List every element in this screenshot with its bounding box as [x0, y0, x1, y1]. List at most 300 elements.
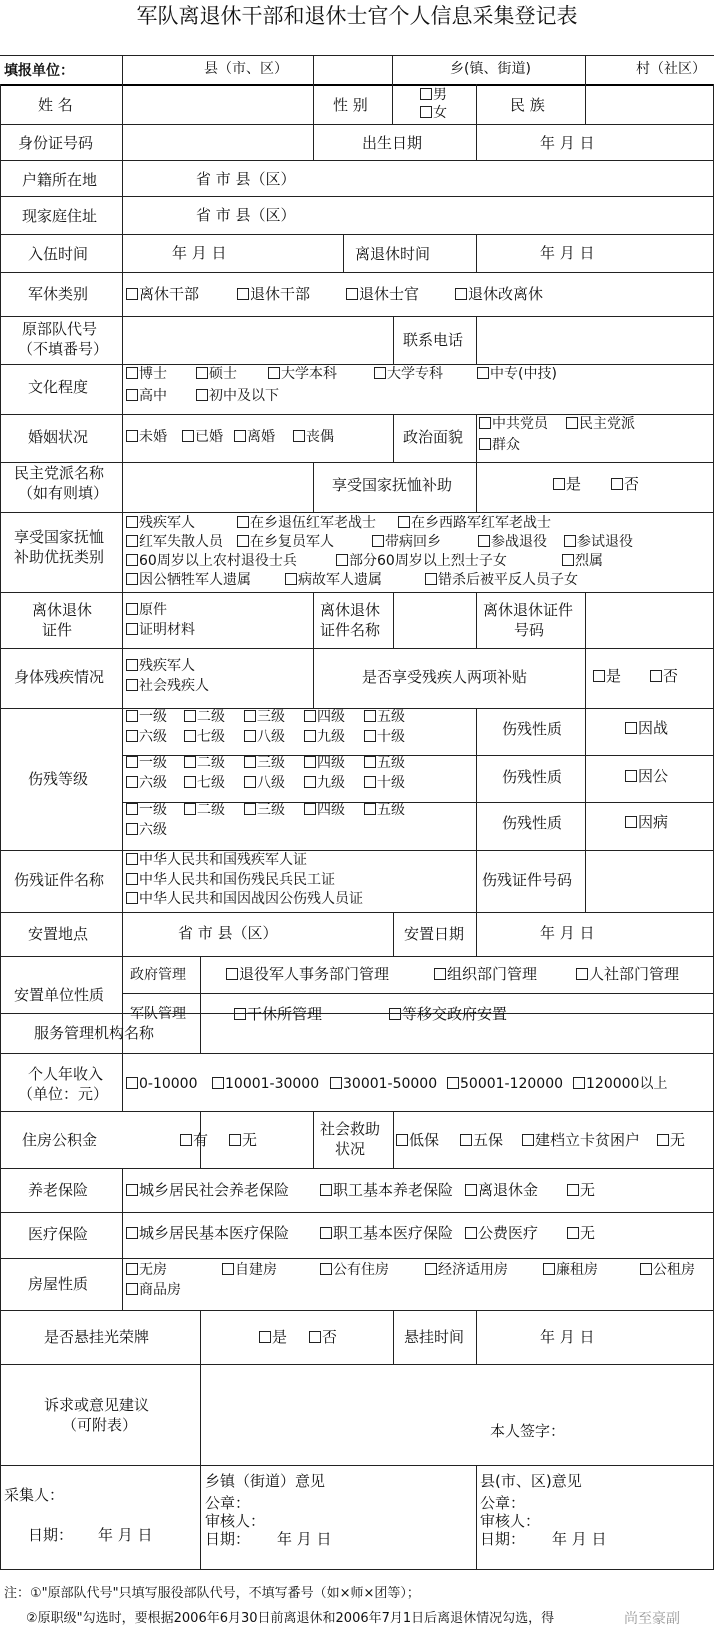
v-rule	[122, 55, 123, 84]
category-checkbox[interactable]	[398, 516, 410, 528]
social-aid-option[interactable]	[460, 1133, 503, 1148]
dcert-option-2-checkbox[interactable]	[126, 873, 138, 885]
category-checkbox[interactable]	[237, 535, 249, 547]
pension-option[interactable]	[320, 1183, 453, 1198]
party-name-note: （如有则填）	[18, 484, 109, 502]
placement-date-label: 安置日期	[404, 925, 465, 943]
level-checkbox[interactable]	[304, 730, 316, 742]
category-checkbox[interactable]	[126, 554, 138, 566]
retire-type-option[interactable]	[237, 287, 310, 302]
housing-option[interactable]	[640, 1263, 695, 1277]
category-checkbox[interactable]	[425, 573, 437, 585]
category-checkbox[interactable]	[237, 516, 249, 528]
hr-dept-option[interactable]	[576, 967, 679, 982]
v-rule	[393, 592, 394, 648]
sanatorium-option[interactable]	[234, 1007, 322, 1022]
level-option-label: 八级	[257, 729, 285, 745]
marriage-checkbox[interactable]	[234, 430, 246, 442]
female-checkbox[interactable]	[420, 106, 432, 118]
level-option[interactable]	[304, 730, 345, 744]
level-option-label: 五级	[377, 802, 405, 818]
nature-battle-option[interactable]	[625, 721, 668, 736]
level-option[interactable]	[244, 803, 285, 817]
housing-option[interactable]	[320, 1263, 389, 1277]
social-aid-option-label: 无	[670, 1131, 686, 1149]
cert-proof-option[interactable]	[126, 623, 195, 637]
level-checkbox[interactable]	[126, 756, 138, 768]
medical-checkbox[interactable]	[465, 1227, 477, 1239]
huji-label: 户籍所在地	[22, 171, 98, 189]
h-rule	[0, 648, 714, 649]
retire-type-checkbox[interactable]	[126, 288, 138, 300]
dcert-option-2[interactable]	[126, 873, 335, 887]
nature-duty-option[interactable]	[625, 769, 668, 784]
sanatorium-checkbox[interactable]	[234, 1008, 246, 1020]
category-checkbox[interactable]	[562, 554, 574, 566]
education-checkbox[interactable]	[477, 367, 489, 379]
housing-option[interactable]	[126, 1263, 167, 1277]
marriage-checkbox[interactable]	[293, 430, 305, 442]
education-option[interactable]	[126, 389, 167, 403]
retire-type-checkbox[interactable]	[346, 288, 358, 300]
social-aid-label-2: 状况	[335, 1140, 366, 1158]
retire-type-checkbox[interactable]	[455, 288, 467, 300]
education-checkbox[interactable]	[126, 367, 138, 379]
signature-label: 本人签字：	[490, 1422, 566, 1440]
pension-option[interactable]	[126, 1183, 289, 1198]
medical-checkbox[interactable]	[126, 1227, 138, 1239]
level-option[interactable]	[126, 776, 167, 790]
education-checkbox[interactable]	[196, 389, 208, 401]
pension-option-label: 离退休金	[478, 1181, 539, 1199]
housing-option[interactable]	[222, 1263, 277, 1277]
cert-proof-option-label: 证明材料	[139, 622, 195, 638]
category-option[interactable]	[564, 535, 633, 549]
disabled-soldier-checkbox[interactable]	[126, 659, 138, 671]
level-option-label: 四级	[317, 802, 345, 818]
level-checkbox[interactable]	[304, 710, 316, 722]
medical-option[interactable]	[320, 1226, 453, 1241]
h-rule	[0, 912, 714, 913]
level-option-label: 一级	[139, 802, 167, 818]
hr-dept-checkbox[interactable]	[576, 968, 588, 980]
v-rule	[585, 84, 586, 124]
honor-no-option[interactable]	[309, 1330, 337, 1345]
retire-type-option[interactable]	[126, 287, 199, 302]
level-checkbox[interactable]	[184, 803, 196, 815]
level-option[interactable]	[126, 823, 167, 837]
disability-subsidy-yes-checkbox[interactable]	[593, 670, 605, 682]
education-option[interactable]	[196, 389, 279, 403]
income-option-label: 30001-50000	[343, 1076, 438, 1092]
retire-type-checkbox[interactable]	[237, 288, 249, 300]
politics-checkbox[interactable]	[479, 417, 491, 429]
social-aid-checkbox[interactable]	[522, 1134, 534, 1146]
subsidy-no-option[interactable]	[611, 477, 639, 492]
housing-checkbox[interactable]	[543, 1263, 555, 1275]
level-checkbox[interactable]	[184, 756, 196, 768]
education-checkbox[interactable]	[126, 389, 138, 401]
category-option[interactable]	[562, 554, 603, 568]
medical-option[interactable]	[567, 1226, 595, 1241]
category-option[interactable]	[237, 516, 376, 530]
level-option[interactable]	[184, 730, 225, 744]
level-option[interactable]	[304, 776, 345, 790]
level-option[interactable]	[184, 776, 225, 790]
level-checkbox[interactable]	[184, 776, 196, 788]
category-checkbox[interactable]	[126, 535, 138, 547]
level-checkbox[interactable]	[126, 803, 138, 815]
h-rule	[0, 1013, 122, 1014]
level-checkbox[interactable]	[364, 730, 376, 742]
income-option[interactable]	[212, 1077, 319, 1091]
social-aid-option[interactable]	[522, 1133, 640, 1148]
hr-dept-option-label: 人社部门管理	[589, 965, 680, 983]
housing-checkbox[interactable]	[425, 1263, 437, 1275]
politics-checkbox[interactable]	[479, 438, 491, 450]
level-checkbox[interactable]	[364, 756, 376, 768]
v-rule	[200, 1013, 201, 1053]
level-option[interactable]	[244, 730, 285, 744]
level-option-label: 一级	[139, 709, 167, 725]
sanatorium-option-label: 干休所管理	[247, 1005, 323, 1023]
level-option-label: 三级	[257, 802, 285, 818]
subsidy-yes-checkbox[interactable]	[553, 478, 565, 490]
v-rule	[122, 462, 123, 512]
level-option[interactable]	[126, 730, 167, 744]
nature-illness-option[interactable]	[625, 815, 668, 830]
disability-subsidy-no-checkbox[interactable]	[650, 670, 662, 682]
marriage-option[interactable]	[182, 430, 223, 444]
level-option-label: 二级	[197, 802, 225, 818]
level-option[interactable]	[304, 803, 345, 817]
nature-duty-option-label: 因公	[638, 767, 669, 785]
level-option-label: 六级	[139, 822, 167, 838]
female-option[interactable]	[420, 106, 447, 120]
category-checkbox[interactable]	[336, 554, 348, 566]
level-option[interactable]	[364, 730, 405, 744]
org-dept-option[interactable]	[434, 967, 537, 982]
fund-no-checkbox[interactable]	[229, 1134, 241, 1146]
marriage-option-label: 未婚	[139, 429, 167, 445]
org-dept-checkbox[interactable]	[434, 968, 446, 980]
cert-proof-checkbox[interactable]	[126, 623, 138, 635]
level-checkbox[interactable]	[126, 730, 138, 742]
social-aid-checkbox[interactable]	[396, 1134, 408, 1146]
social-aid-option-label: 五保	[473, 1131, 504, 1149]
v-rule	[585, 648, 586, 708]
income-option[interactable]	[330, 1077, 437, 1091]
marriage-checkbox[interactable]	[126, 430, 138, 442]
pension-checkbox[interactable]	[126, 1184, 138, 1196]
level-option-label: 八级	[257, 775, 285, 791]
category-checkbox[interactable]	[126, 516, 138, 528]
politics-option[interactable]	[479, 417, 548, 431]
fund-yes-checkbox[interactable]	[180, 1134, 192, 1146]
education-option-label: 初中及以下	[209, 388, 279, 404]
level-option-label: 五级	[377, 709, 405, 725]
level-checkbox[interactable]	[184, 730, 196, 742]
level-option[interactable]	[184, 803, 225, 817]
dcert-option-3-checkbox[interactable]	[126, 892, 138, 904]
level-option-label: 九级	[317, 729, 345, 745]
fill-unit-label: 填报单位：	[4, 63, 74, 79]
cert-number-label-2: 号码	[514, 621, 545, 639]
housing-checkbox[interactable]	[222, 1263, 234, 1275]
nature-illness-checkbox[interactable]	[625, 816, 637, 828]
level-option-label: 五级	[377, 755, 405, 771]
pension-checkbox[interactable]	[465, 1184, 477, 1196]
medical-checkbox[interactable]	[567, 1227, 579, 1239]
income-option[interactable]	[447, 1077, 563, 1091]
level-option-label: 三级	[257, 755, 285, 771]
level-option[interactable]	[126, 710, 167, 724]
h-rule	[0, 1111, 714, 1112]
level-option[interactable]	[364, 776, 405, 790]
level-checkbox[interactable]	[126, 823, 138, 835]
income-option[interactable]	[126, 1077, 198, 1091]
level-checkbox[interactable]	[244, 710, 256, 722]
town-label: 乡(镇、街道)	[450, 61, 531, 77]
level-checkbox[interactable]	[364, 803, 376, 815]
transfer-option[interactable]	[389, 1007, 507, 1022]
veterans-dept-checkbox[interactable]	[226, 968, 238, 980]
cert-name-label-2: 证件名称	[320, 621, 381, 639]
income-checkbox[interactable]	[447, 1077, 459, 1089]
pension-option-label: 城乡居民社会养老保险	[139, 1181, 290, 1199]
education-option[interactable]	[374, 367, 443, 381]
level-option[interactable]	[304, 756, 345, 770]
dcert-option-1-checkbox[interactable]	[126, 853, 138, 865]
housing-checkbox[interactable]	[126, 1283, 138, 1295]
pension-option-label: 职工基本养老保险	[333, 1181, 454, 1199]
social-aid-option[interactable]	[396, 1133, 439, 1148]
v-rule	[122, 648, 123, 708]
category-option[interactable]	[126, 535, 223, 549]
subsidy-no-checkbox[interactable]	[611, 478, 623, 490]
level-checkbox[interactable]	[364, 776, 376, 788]
medical-checkbox[interactable]	[320, 1227, 332, 1239]
transfer-checkbox[interactable]	[389, 1008, 401, 1020]
note-1: 注：①"原部队代号"只填写服役部队代号，不填写番号（如×师×团等）；	[4, 1586, 420, 1601]
dcert-option-1-label: 中华人民共和国残疾军人证	[139, 852, 307, 868]
income-checkbox[interactable]	[126, 1077, 138, 1089]
level-option[interactable]	[364, 710, 405, 724]
level-option[interactable]	[364, 756, 405, 770]
v-rule	[122, 1168, 123, 1212]
level-checkbox[interactable]	[244, 776, 256, 788]
category-checkbox[interactable]	[372, 535, 384, 547]
dcert-option-1[interactable]	[126, 853, 307, 867]
category-option[interactable]	[126, 554, 297, 568]
education-option[interactable]	[196, 367, 237, 381]
honor-yes-checkbox[interactable]	[259, 1331, 271, 1343]
category-option[interactable]	[285, 573, 382, 587]
social-aid-option[interactable]	[657, 1133, 685, 1148]
fund-no-option[interactable]	[229, 1133, 257, 1148]
placement-nature-label: 安置单位性质	[14, 986, 105, 1004]
social-disabled-option[interactable]	[126, 679, 209, 693]
category-option[interactable]	[237, 535, 334, 549]
politics-checkbox[interactable]	[566, 417, 578, 429]
level-checkbox[interactable]	[244, 756, 256, 768]
level-option[interactable]	[244, 776, 285, 790]
level-option-label: 四级	[317, 709, 345, 725]
cert-original-option[interactable]	[126, 603, 167, 617]
category-option[interactable]	[425, 573, 578, 587]
disability-subsidy-yes[interactable]	[593, 669, 621, 684]
fund-yes-option[interactable]	[180, 1133, 208, 1148]
honor-yes-option[interactable]	[259, 1330, 287, 1345]
subsidy-label: 享受国家抚恤补助	[332, 476, 453, 494]
marriage-label: 婚姻状况	[28, 428, 89, 446]
h-rule	[0, 850, 714, 851]
level-checkbox[interactable]	[126, 776, 138, 788]
education-checkbox[interactable]	[268, 367, 280, 379]
transfer-option-label: 等移交政府安置	[402, 1005, 508, 1023]
education-checkbox[interactable]	[196, 367, 208, 379]
nature-illness-option-label: 因病	[638, 813, 669, 831]
subsidy-yes-option[interactable]	[553, 477, 581, 492]
level-option[interactable]	[184, 710, 225, 724]
marriage-option[interactable]	[126, 430, 167, 444]
politics-option[interactable]	[566, 417, 635, 431]
category-option[interactable]	[398, 516, 551, 530]
cert-label: 离休退休	[32, 601, 93, 619]
category-option[interactable]	[478, 535, 547, 549]
housing-option[interactable]	[543, 1263, 598, 1277]
level-option[interactable]	[126, 756, 167, 770]
watermark-text: 尚至豪副	[624, 1611, 680, 1627]
cert-original-option-label: 原件	[139, 602, 167, 618]
disability-cert-label: 伤残证件名称	[14, 871, 105, 889]
v-rule	[476, 912, 477, 956]
medical-option[interactable]	[465, 1226, 538, 1241]
level-option[interactable]	[126, 803, 167, 817]
cert-original-checkbox[interactable]	[126, 603, 138, 615]
placement-address-value: 省 市 县（区）	[178, 924, 278, 942]
dcert-option-3[interactable]	[126, 892, 363, 906]
veterans-dept-option[interactable]	[226, 967, 389, 982]
income-option[interactable]	[573, 1077, 667, 1091]
income-checkbox[interactable]	[212, 1077, 224, 1089]
level-option[interactable]	[244, 710, 285, 724]
level-checkbox[interactable]	[244, 803, 256, 815]
level-checkbox[interactable]	[304, 756, 316, 768]
level-option[interactable]	[304, 710, 345, 724]
medical-option-label: 职工基本医疗保险	[333, 1224, 454, 1242]
level-checkbox[interactable]	[126, 710, 138, 722]
level-option-label: 四级	[317, 755, 345, 771]
level-checkbox[interactable]	[244, 730, 256, 742]
level-checkbox[interactable]	[304, 803, 316, 815]
male-checkbox[interactable]	[420, 88, 432, 100]
category-checkbox[interactable]	[478, 535, 490, 547]
nature-battle-checkbox[interactable]	[625, 722, 637, 734]
disability-subsidy-no[interactable]	[650, 669, 678, 684]
marriage-option[interactable]	[293, 430, 334, 444]
level-option-label: 七级	[197, 729, 225, 745]
category-option[interactable]	[126, 573, 251, 587]
education-option[interactable]	[126, 367, 167, 381]
male-option[interactable]	[420, 88, 447, 102]
pension-option-label: 无	[580, 1181, 596, 1199]
disability-subsidy-label: 是否享受残疾人两项补贴	[362, 668, 528, 686]
level-option-label: 一级	[139, 755, 167, 771]
cert-label-2: 证件	[42, 621, 73, 639]
category-option-label: 残疾军人	[139, 515, 195, 531]
v-rule	[476, 84, 477, 124]
v-rule	[476, 1465, 477, 1569]
fund-yes-option-label: 有	[193, 1131, 209, 1149]
home-address-label: 现家庭住址	[22, 207, 98, 225]
housing-checkbox[interactable]	[640, 1263, 652, 1275]
category-checkbox[interactable]	[285, 573, 297, 585]
category-option[interactable]	[126, 516, 195, 530]
housing-option[interactable]	[425, 1263, 508, 1277]
note-2: ②原职级"勾选时，要根据2006年6月30日前离退休和2006年7月1日后离退休情况勾选，得	[26, 1611, 555, 1626]
pension-option[interactable]	[567, 1183, 595, 1198]
social-disabled-checkbox[interactable]	[126, 679, 138, 691]
income-option-label: 50001-120000	[460, 1076, 564, 1092]
h-rule	[0, 234, 714, 235]
retire-type-option[interactable]	[455, 287, 543, 302]
disability-subsidy-no-label: 否	[663, 667, 679, 685]
housing-option[interactable]	[126, 1283, 181, 1297]
pension-checkbox[interactable]	[567, 1184, 579, 1196]
pension-option[interactable]	[465, 1183, 538, 1198]
county-label: 县（市、区）	[204, 61, 288, 77]
medical-option[interactable]	[126, 1226, 289, 1241]
level-option[interactable]	[244, 756, 285, 770]
marriage-checkbox[interactable]	[182, 430, 194, 442]
honor-no-checkbox[interactable]	[309, 1331, 321, 1343]
income-checkbox[interactable]	[330, 1077, 342, 1089]
placement-date-value: 年 月 日	[540, 924, 595, 942]
education-option[interactable]	[477, 367, 557, 381]
housing-option-label: 公有住房	[333, 1262, 389, 1278]
level-checkbox[interactable]	[364, 710, 376, 722]
marriage-option[interactable]	[234, 430, 275, 444]
education-checkbox[interactable]	[374, 367, 386, 379]
politics-option[interactable]	[479, 438, 520, 452]
category-option[interactable]	[372, 535, 441, 549]
disabled-soldier-option[interactable]	[126, 659, 195, 673]
social-aid-checkbox[interactable]	[460, 1134, 472, 1146]
retire-type-label: 军休类别	[28, 285, 89, 303]
housing-checkbox[interactable]	[126, 1263, 138, 1275]
income-unit-label: （单位：元）	[18, 1085, 109, 1103]
collector-label: 采集人：	[4, 1486, 65, 1504]
pension-checkbox[interactable]	[320, 1184, 332, 1196]
level-checkbox[interactable]	[304, 776, 316, 788]
category-checkbox[interactable]	[564, 535, 576, 547]
category-option-label: 红军失散人员	[139, 534, 223, 550]
level-checkbox[interactable]	[184, 710, 196, 722]
level-option[interactable]	[184, 756, 225, 770]
category-checkbox[interactable]	[126, 573, 138, 585]
social-aid-checkbox[interactable]	[657, 1134, 669, 1146]
category-option[interactable]	[336, 554, 507, 568]
income-checkbox[interactable]	[573, 1077, 585, 1089]
nature-duty-checkbox[interactable]	[625, 770, 637, 782]
education-option[interactable]	[268, 367, 337, 381]
h-rule	[0, 196, 714, 197]
town-date-value: 年 月 日	[277, 1530, 332, 1548]
retire-type-option[interactable]	[346, 287, 419, 302]
level-option[interactable]	[364, 803, 405, 817]
housing-checkbox[interactable]	[320, 1263, 332, 1275]
